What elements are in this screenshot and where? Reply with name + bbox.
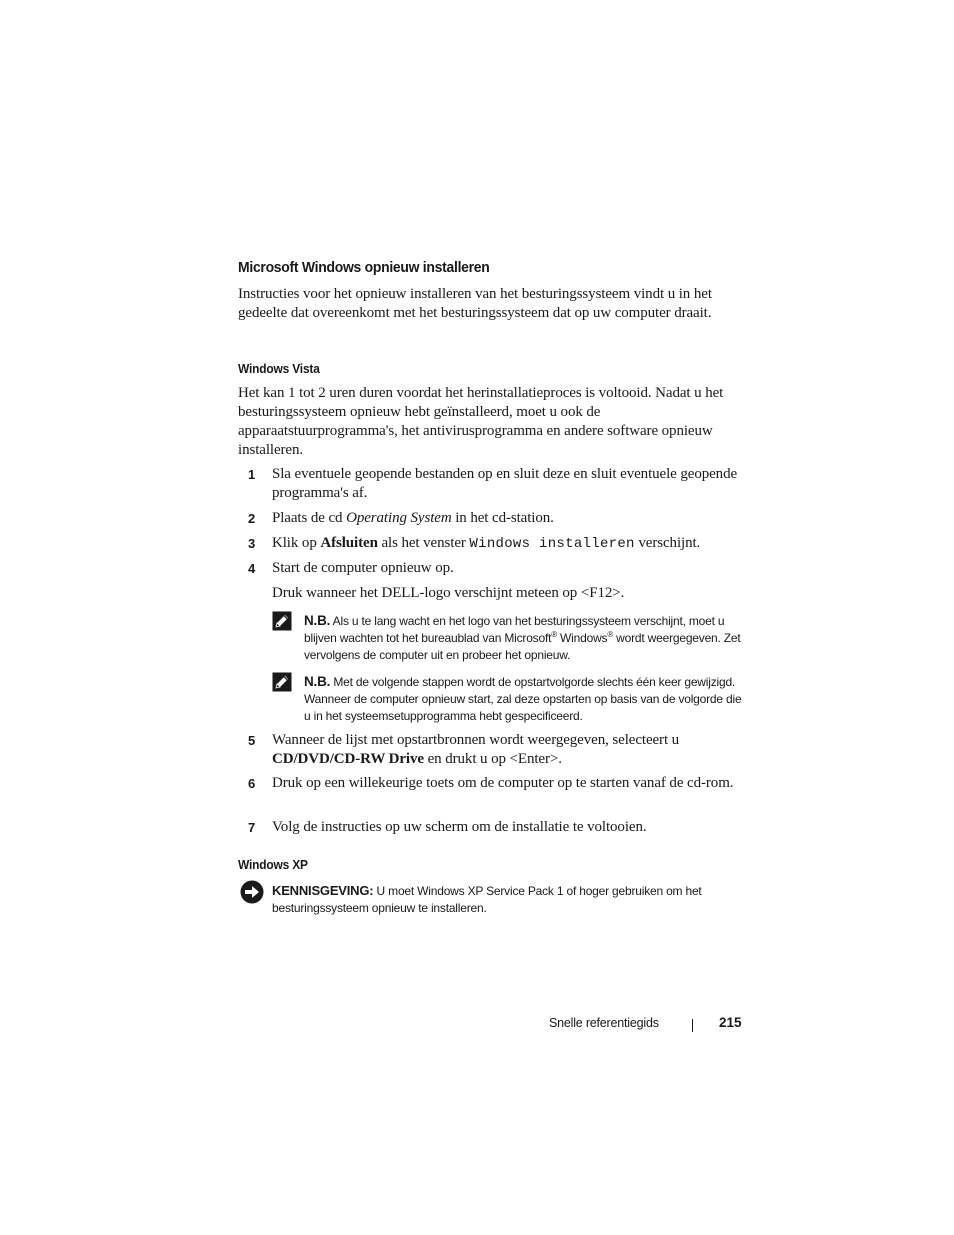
page-number: 215 xyxy=(719,1015,742,1030)
section-intro: Instructies voor het opnieuw installeren van het besturingssysteem vindt u in het gedeelte dat overeenkomt met het besturingssysteem dat op uw computer draait. xyxy=(238,286,712,321)
step-text: Klik op Afsluiten als het venster Windows installeren verschijnt. xyxy=(272,535,701,552)
vista-heading: Windows Vista xyxy=(238,361,320,376)
step-followup: Druk wanneer het DELL-logo verschijnt meteen op <F12>. xyxy=(272,585,625,601)
note-text: N.B. Met de volgende stappen wordt de opstartvolgorde slechts één keer gewijzigd. Wanneer de computer opnieuw start, zal deze opstarten op basis van de volgorde die u in het systeemsetupprogramma hebt gespecificeerd. xyxy=(304,674,742,723)
note-pencil-icon xyxy=(272,672,292,692)
step-number: 4 xyxy=(248,561,256,576)
step-text: Druk op een willekeurige toets om de computer op te starten vanaf de cd-rom. xyxy=(272,775,734,791)
note-text: N.B. Als u te lang wacht en het logo van het besturingssysteem verschijnt, moet u blijven wachten tot het bureaublad van Microsoft® Windows® wordt weergegeven. Zet vervolgens de computer uit en probeer het opnieuw. xyxy=(304,613,741,662)
step-number: 7 xyxy=(248,820,256,835)
step-text: Wanneer de lijst met opstartbronnen wordt weergegeven, selecteert u CD/DVD/CD-RW Drive en drukt u op <Enter>. xyxy=(272,732,680,767)
footer-label: Snelle referentiegids xyxy=(549,1016,659,1030)
step-number: 1 xyxy=(248,467,256,482)
step-text: Volg de instructies op uw scherm om de installatie te voltooien. xyxy=(272,819,647,835)
step-number: 5 xyxy=(248,733,256,748)
footer-divider xyxy=(692,1019,693,1032)
step-number: 6 xyxy=(248,776,256,791)
step-text: Plaats de cd Operating System in het cd-station. xyxy=(272,510,554,526)
note-pencil-icon xyxy=(272,611,292,631)
xp-heading: Windows XP xyxy=(238,857,308,872)
notice-arrow-icon xyxy=(240,880,264,904)
section-title: Microsoft Windows opnieuw installeren xyxy=(238,259,490,276)
notice-text: KENNISGEVING: U moet Windows XP Service Pack 1 of hoger gebruiken om het besturingssysteem opnieuw te installeren. xyxy=(272,883,702,915)
step-number: 2 xyxy=(248,511,256,526)
vista-intro: Het kan 1 tot 2 uren duren voordat het herinstallatieproces is voltooid. Nadat u het besturingssysteem opnieuw hebt geïnstalleerd, moet u ook de apparaatstuurprogramma's, het antivirusprogramma en andere software opnieuw installeren. xyxy=(238,385,724,458)
step-number: 3 xyxy=(248,536,256,551)
step-text: Start de computer opnieuw op. xyxy=(272,560,454,576)
step-text: Sla eventuele geopende bestanden op en sluit deze en sluit eventuele geopende programma's af. xyxy=(272,466,738,501)
